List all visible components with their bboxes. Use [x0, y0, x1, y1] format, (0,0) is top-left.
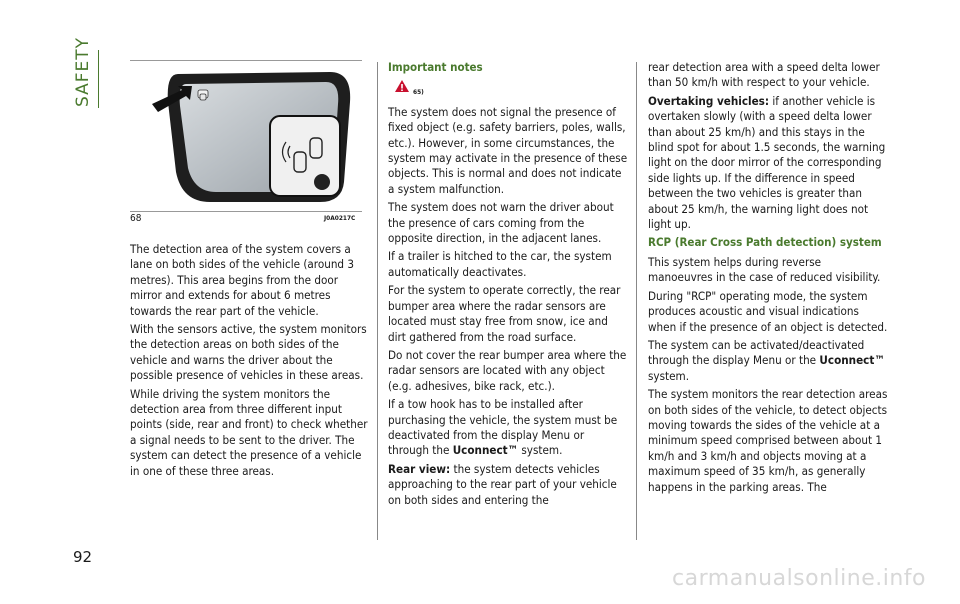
paragraph: Overtaking vehicles: if another vehicle is overtaken slowly (with a speed delta lower than about 25 km/h) and this stays in the blind spot for about 1.5 seconds, the warning light on the door mirror of the corresponding side lights up. If the difference in speed between the two vehicles is greater than about 25 km/h, the warning light does not light up. [648, 93, 886, 232]
brand-name: Uconnect™ [819, 353, 885, 368]
mirror-figure [130, 62, 362, 208]
column-middle [388, 60, 628, 511]
paragraph: During "RCP" operating mode, the system produces acoustic and visual indications when if the presence of an object is detected. [648, 288, 888, 334]
figure-top-rule [130, 60, 362, 61]
paragraph: The system can be activated/deactivated through the display Menu or the Uconnect™ system. [648, 337, 885, 383]
page-number: 92 [73, 548, 93, 566]
warning-triangle-icon [394, 79, 410, 93]
section-heading: Important notes [388, 60, 483, 74]
warning-reference: 65) [413, 88, 424, 97]
paragraph: The detection area of the system covers a lane on both sides of the vehicle (around 3 metres). This area begins from the door mirror and extends for about 6 metres towards the rear part of the vehicle. [130, 242, 354, 318]
section-tab-label: SAFETY [73, 36, 93, 107]
paragraph: The system does not signal the presence of fixed object (e.g. safety barriers, poles, walls, etc.). However, in some circumstances, the system may activate in the presence of these objects. This is normal and does not indicate a system malfunction. [388, 104, 628, 196]
figure-bottom-rule [130, 211, 362, 212]
paragraph: While driving the system monitors the detection area from three different input points (side, rear and front) to check whether a signal needs to be sent to the driver. The system can detect the presence of a vehicle in one of these three areas. [130, 386, 368, 478]
paragraph: Rear view: the system detects vehicles approaching to the rear part of your vehicle on both sides and entering the [388, 461, 617, 507]
brand-name: Uconnect™ [452, 443, 519, 458]
paragraph: rear detection area with a speed delta lower than 50 km/h with respect to your vehicle. [648, 60, 880, 90]
column-right [648, 60, 888, 498]
paragraph: If a tow hook has to be installed after purchasing the vehicle, the system must be deactivated from the display Menu or through the Uconnect™ system. [388, 397, 618, 458]
watermark: carmanualsonline.info [672, 566, 926, 591]
paragraph: This system helps during reverse manoeuvres in the case of reduced visibility. [648, 254, 881, 285]
figure-number: 68 [130, 213, 142, 224]
section-heading: RCP (Rear Cross Path detection) system [648, 235, 882, 250]
indicator-dot [314, 174, 330, 190]
figure-code: J0A0217C [324, 214, 356, 222]
column-divider [636, 62, 637, 540]
paragraph: The system does not warn the driver about the presence of cars coming from the opposite direction, in the adjacent lanes. [388, 200, 614, 246]
paragraph-lead: Overtaking vehicles: [648, 93, 770, 108]
paragraph: The system monitors the rear detection areas on both sides of the vehicle, to detect objects moving towards the sides of the vehicle at a minimum speed comprised between about 1 km/h and 3 km/h and objects moving at a maximum speed of 35 km/h, as generally happens in the parking areas. The [648, 387, 888, 494]
paragraph: If a trailer is hitched to the car, the system automatically deactivates. [388, 249, 612, 279]
paragraph: Do not cover the rear bumper area where the radar sensors are located with any object (e.g. adhesives, bike rack, etc.). [388, 347, 627, 393]
column-left [130, 242, 370, 482]
column-divider [377, 62, 378, 540]
paragraph-lead: Rear view: [388, 461, 451, 476]
section-tab [72, 36, 94, 108]
paragraph: With the sensors active, the system monitors the detection areas on both sides of the vehicle and warns the driver about the possible presence of vehicles in these areas. [130, 322, 367, 383]
warning-marker [394, 79, 628, 100]
paragraph: For the system to operate correctly, the rear bumper area where the radar sensors are located must stay free from snow, ice and dirt gathered from the road surface. [388, 283, 621, 344]
section-tab-rule [98, 50, 99, 108]
door-mirror-illustration [130, 62, 362, 208]
